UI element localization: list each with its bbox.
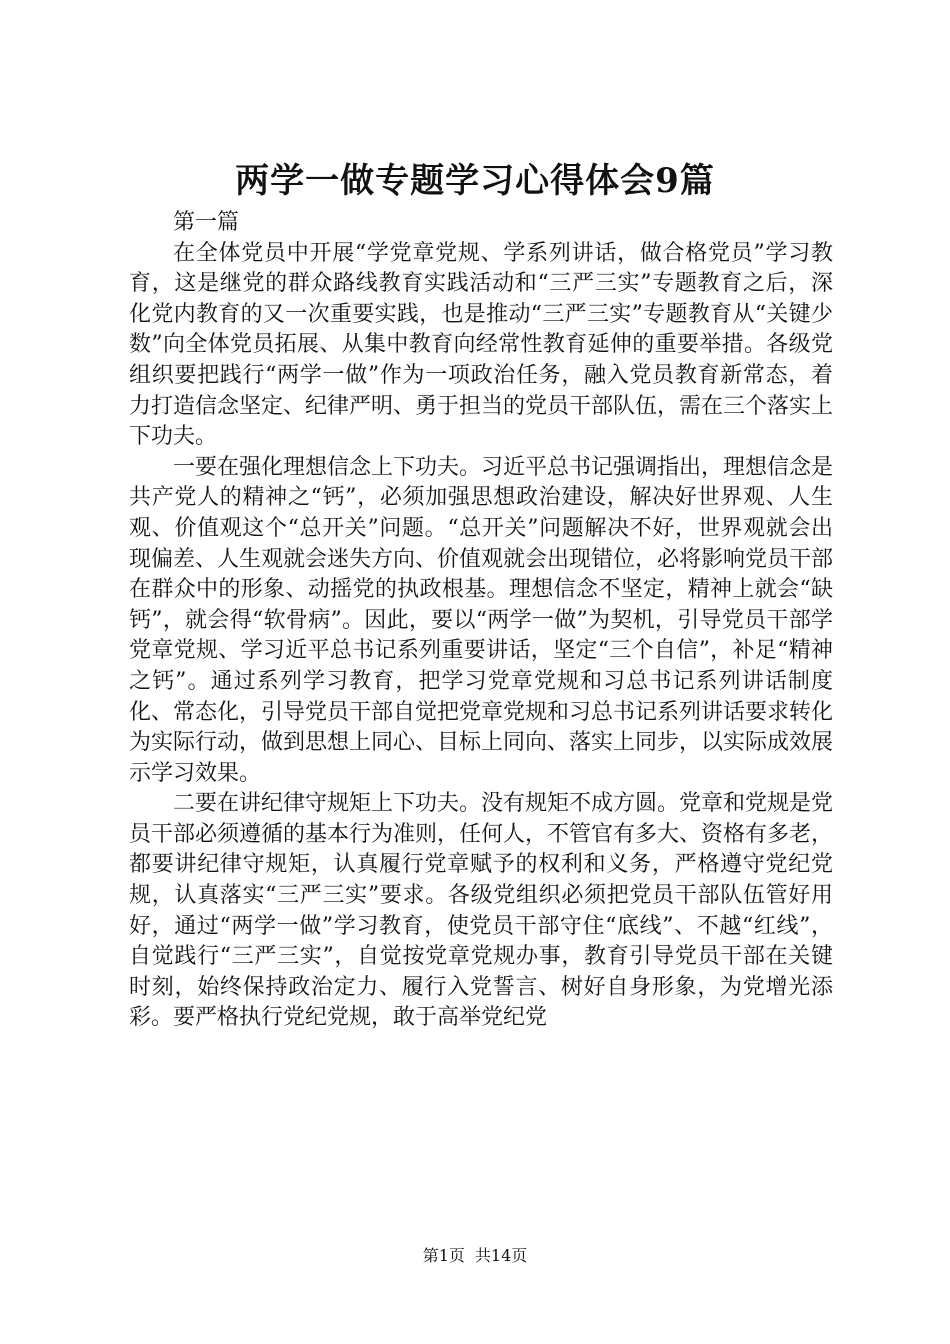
page-number: 第1页 — [422, 1246, 465, 1265]
page-footer — [0, 1244, 950, 1268]
paragraph-1: 在全体党员中开展“学党章党规、学系列讲话，做合格党员”学习教育，这是继党的群众路线教育实践活动和“三严三实”专题教育之后，深化党内教育的又一次重要实践，也是推动“三严三实”专题教育从“关键少数”向全体党员拓展、从集中教育向经常性教育延伸的重要举措。各级党组织要把践行“两学一做”作为一项政治任务，融入党员教育新常态，着力打造信念坚定、纪律严明、勇于担当的党员干部队伍，需在三个落实上下功夫。 — [129, 240, 834, 450]
page-total: 共14页 — [474, 1246, 528, 1265]
document-title: 两学一做专题学习心得体会9篇 — [235, 161, 715, 201]
section-heading: 第一篇 — [173, 210, 240, 235]
document-body — [129, 208, 833, 1034]
paragraph-2: 一要在强化理想信念上下功夫。习近平总书记强调指出，理想信念是共产党人的精神之“钙”，必须加强思想政治建设，解决好世界观、人生观、价值观这个“总开关”问题。“总开关”问题解决不好，世界观就会出现偏差、人生观就会迷失方向、价值观就会出现错位，必将影响党员干部在群众中的形象、动摇党的执政根基。理想信念不坚定，精神上就会“缺钙”，就会得“软骨病”。因此，要以“两学一做”为契机，引导党员干部学党章党规、学习近平总书记系列重要讲话，坚定“三个自信”，补足“精神之钙”。通过系列学习教育，把学习党章党规和习总书记系列讲话制度化、常态化，引导党员干部自觉把党章党规和习总书记系列讲话要求转化为实际行动，做到思想上同心、目标上同向、落实上同步，以实际成效展示学习效果。 — [129, 454, 834, 786]
paragraph-3: 二要在讲纪律守规矩上下功夫。没有规矩不成方圆。党章和党规是党员干部必须遵循的基本行为准则，任何人，不管官有多大、资格有多老，都要讲纪律守规矩，认真履行党章赋予的权利和义务，严格遵守党纪党规，认真落实“三严三实”要求。各级党组织必须把党员干部队伍管好用好，通过“两学一做”学习教育，使党员干部守住“底线”、不越“红线”，自觉践行“三严三实”，自觉按党章党规办事，教育引导党员干部在关键时刻，始终保持政治定力、履行入党誓言、树好自身形象，为党增光添彩。要严格执行党纪党规，敢于高举党纪党 — [129, 791, 834, 1031]
